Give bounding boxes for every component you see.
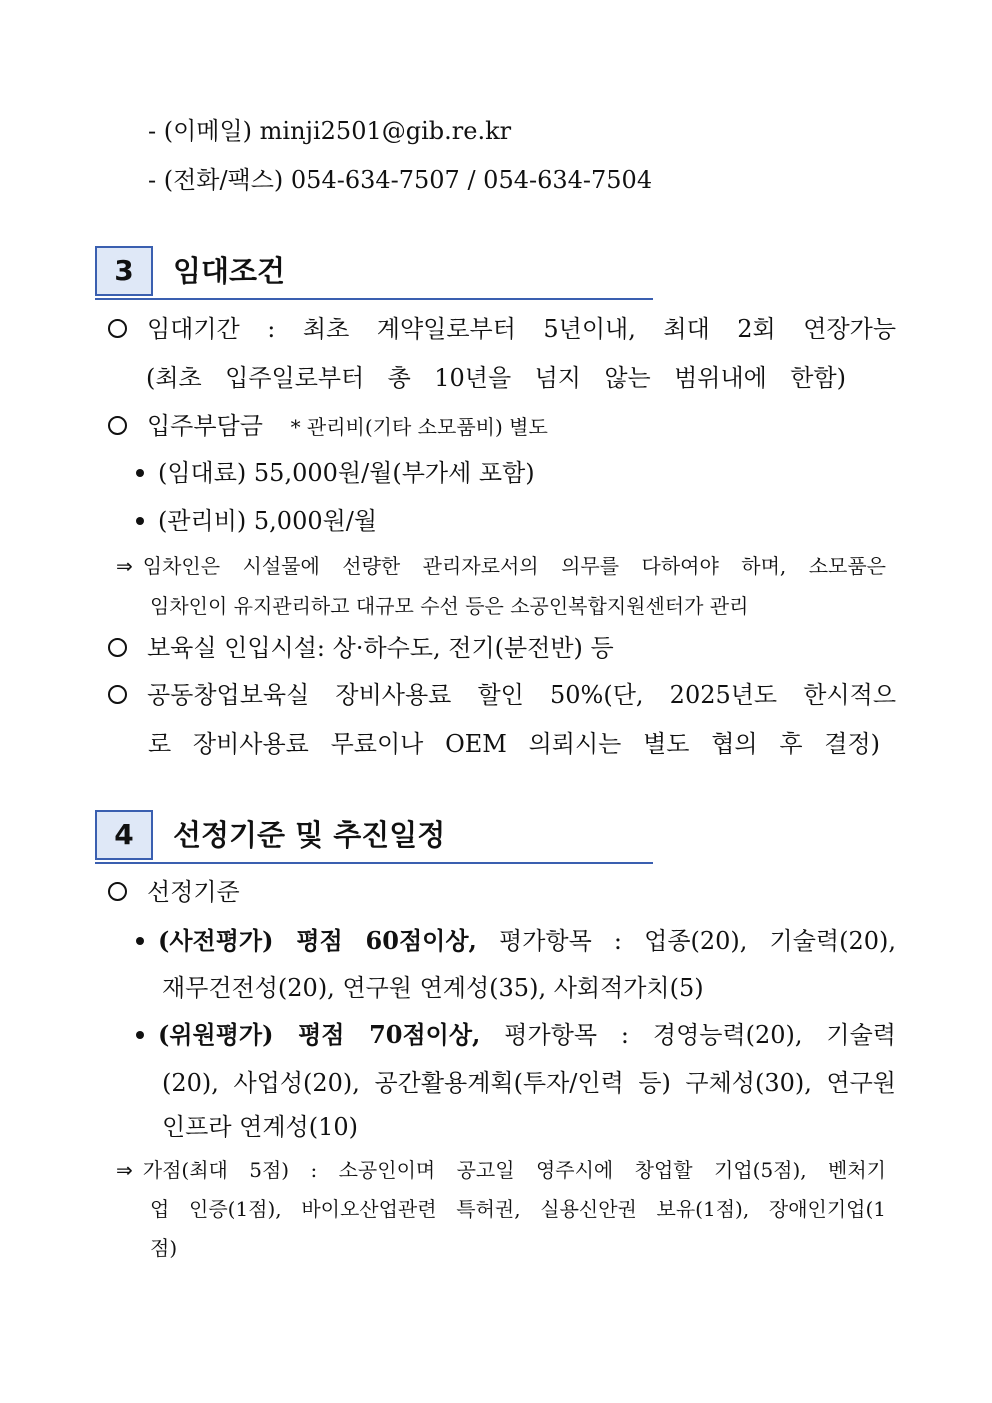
circle-bullet-icon — [108, 416, 127, 435]
tenant-duty-note — [116, 553, 886, 579]
circle-bullet-icon — [108, 882, 127, 901]
arrow-icon: ⇒ — [116, 1158, 133, 1182]
deposit-item — [108, 411, 548, 441]
criteria-item — [108, 877, 240, 907]
lease-period-text: 임대기간 : 최초 계약일로부터 5년이내, 최대 2회 연장가능 — [147, 315, 896, 343]
deposit-label: 입주부담금 — [147, 412, 263, 440]
pre-eval-bold: (사전평가) 평점 60점이상, — [158, 926, 477, 955]
email-line: - (이메일) minji2501@gib.re.kr — [148, 117, 512, 145]
equipment-item — [108, 680, 896, 710]
phone-fax-line: - (전화/팩스) 054-634-7507 / 054-634-7504 — [148, 166, 653, 194]
tenant-duty-cont: 임차인이 유지관리하고 대규모 수선 등은 소공인복합지원센터가 관리 — [150, 594, 749, 618]
section-4-header — [95, 810, 653, 864]
tenant-duty-text: 임차인은 시설물에 선량한 관리자로서의 의무를 다하여야 하며, 소모품은 — [142, 554, 886, 578]
circle-bullet-icon — [108, 685, 127, 704]
lease-period-item — [108, 314, 896, 344]
section-number: 3 — [95, 246, 153, 296]
mgmt-fee-text: (관리비) 5,000원/월 — [158, 507, 378, 535]
bonus-cont2: 점) — [150, 1236, 178, 1260]
section-3-header — [95, 246, 653, 300]
section-title: 임대조건 — [173, 254, 286, 288]
criteria-text: 선정기준 — [147, 878, 240, 906]
circle-bullet-icon — [108, 638, 127, 657]
rent-text: (임대료) 55,000원/월(부가세 포함) — [158, 459, 535, 487]
bonus-cont: 업 인증(1점), 바이오산업관련 특허권, 실용신안권 보유(1점), 장애인기업(1 — [150, 1197, 886, 1221]
lease-period-cont: (최초 입주일로부터 총 10년을 넘지 않는 범위내에 한함) — [146, 364, 846, 392]
pre-eval-bullet — [136, 926, 896, 956]
section-number: 4 — [95, 810, 153, 860]
equipment-text: 공동창업보육실 장비사용료 할인 50%(단, 2025년도 한시적으 — [147, 681, 896, 709]
committee-eval-rest: 평가항목 : 경영능력(20), 기술력 — [504, 1021, 896, 1049]
committee-eval-bold: (위원평가) 평점 70점이상, — [158, 1020, 481, 1049]
facilities-text: 보육실 인입시설: 상·하수도, 전기(분전반) 등 — [147, 634, 614, 662]
circle-bullet-icon — [108, 319, 127, 338]
pre-eval-cont: 재무건전성(20), 연구원 연계성(35), 사회적가치(5) — [162, 974, 704, 1002]
committee-eval-cont: (20), 사업성(20), 공간활용계획(투자/인력 등) 구체성(30), 연구원 — [162, 1069, 896, 1097]
equipment-cont: 로 장비사용료 무료이나 OEM 의뢰시는 별도 협의 후 결정) — [148, 730, 880, 758]
dot-bullet-icon — [136, 517, 144, 525]
committee-eval-bullet — [136, 1020, 896, 1050]
bonus-text: 가점(최대 5점) : 소공인이며 공고일 영주시에 창업할 기업(5점), 벤처기 — [142, 1158, 886, 1182]
dot-bullet-icon — [136, 469, 144, 477]
deposit-note: * 관리비(기타 소모품비) 별도 — [290, 415, 548, 439]
bonus-note — [116, 1157, 886, 1183]
dot-bullet-icon — [136, 937, 144, 945]
arrow-icon: ⇒ — [116, 554, 133, 578]
pre-eval-rest: 평가항목 : 업종(20), 기술력(20), — [499, 927, 896, 955]
mgmt-fee-bullet — [136, 506, 377, 536]
rent-bullet — [136, 458, 535, 488]
committee-eval-cont2: 인프라 연계성(10) — [162, 1113, 358, 1141]
section-title: 선정기준 및 추진일정 — [173, 818, 446, 852]
dot-bullet-icon — [136, 1031, 144, 1039]
facilities-item — [108, 633, 614, 663]
